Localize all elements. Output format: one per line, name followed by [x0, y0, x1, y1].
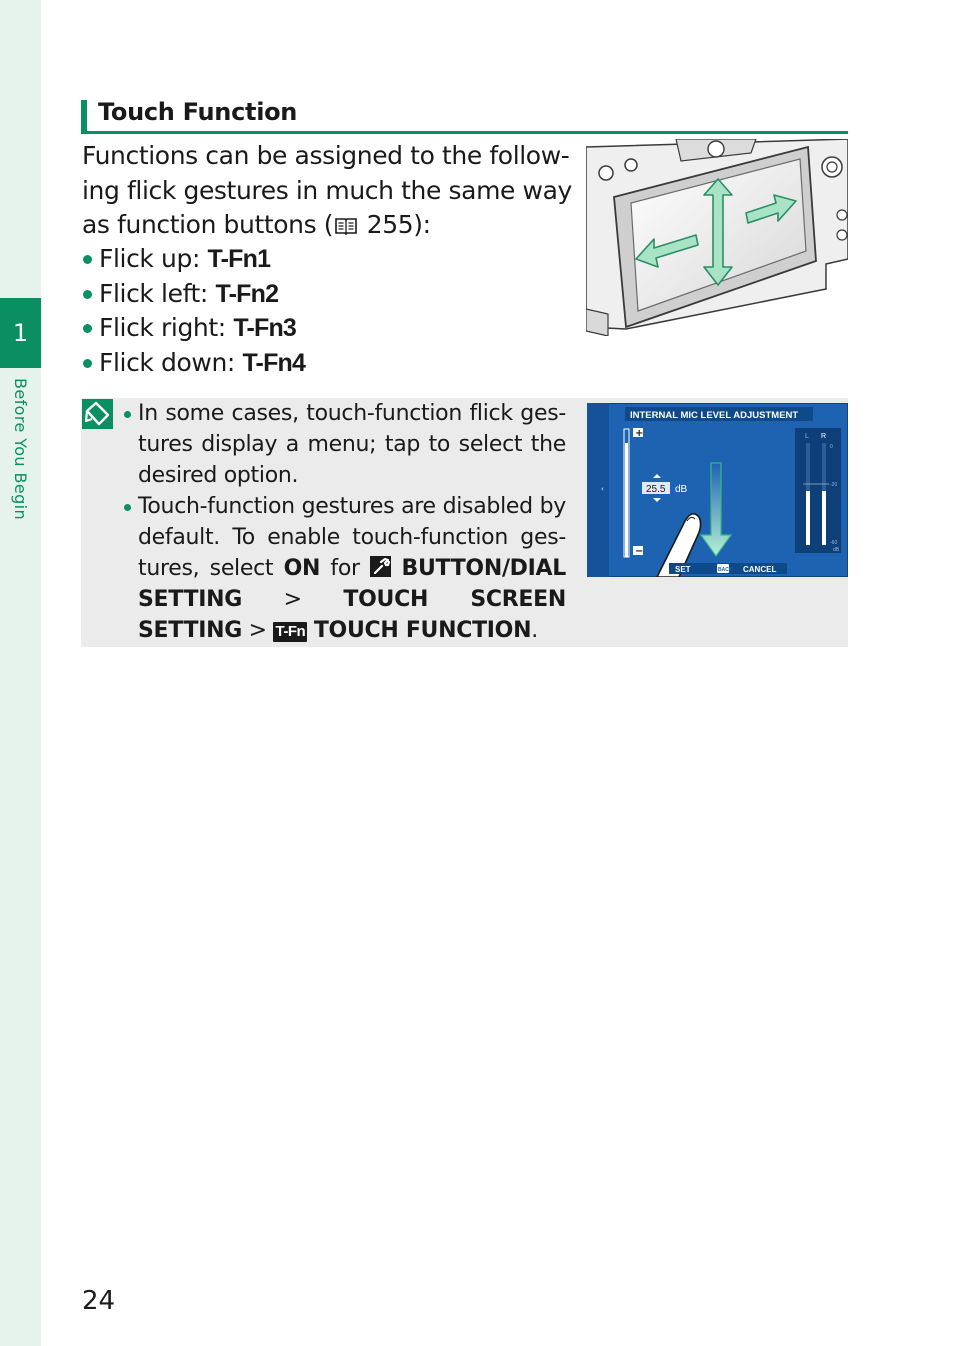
heading-accent-bar [81, 100, 87, 131]
bullet-icon [83, 324, 92, 333]
bullet-icon [124, 504, 131, 511]
cancel-label: CANCEL [743, 565, 777, 574]
flick-list [82, 242, 305, 380]
minus-icon: − [635, 546, 644, 557]
list-item [82, 311, 305, 346]
back-button-icon: BACK [718, 567, 733, 573]
bullet-icon [83, 290, 92, 299]
screen-title: INTERNAL MIC LEVEL ADJUSTMENT [630, 410, 799, 421]
page-number: 24 [82, 1286, 116, 1316]
list-item [82, 242, 305, 277]
flick-function: T-Fn4 [242, 348, 306, 377]
section-heading [81, 98, 848, 134]
left-chevron-icon: ‹ [601, 485, 604, 493]
menu-separator: > [241, 618, 274, 643]
note-box [81, 398, 848, 647]
menu-button-dial-setting: BUTTON/DIAL SETTING [138, 556, 566, 612]
tfn-icon: T-Fn [275, 623, 306, 640]
list-item [82, 346, 305, 381]
bullet-icon [124, 411, 131, 418]
meter-right-label: R [821, 433, 827, 440]
list-item [82, 277, 305, 312]
chapter-label-text: Before You Begin [11, 378, 30, 521]
level-value: 25.5 [646, 484, 666, 495]
list-item [121, 398, 566, 491]
menu-touch-screen-setting: TOUCH SCREEN SETTING [138, 587, 566, 643]
note-end: . [531, 618, 538, 643]
note-for: for [320, 556, 371, 581]
camera-flick-illustration [586, 139, 848, 336]
chapter-number: 1 [12, 319, 29, 347]
mic-level-screen-illustration [587, 403, 848, 577]
note-pencil-icon [82, 399, 113, 429]
meter-tick-20: -20 [830, 482, 838, 488]
bullet-icon [83, 359, 92, 368]
menu-touch-function: TOUCH FUNCTION [313, 618, 532, 643]
intro-text: Functions can be assigned to the follow-ing flick gestures in much the same way as function buttons ( [82, 141, 572, 239]
meter-left-label: L [805, 433, 809, 440]
meter-unit: dB [833, 547, 840, 553]
flick-label: Flick up: [99, 244, 208, 273]
bullet-icon [83, 255, 92, 264]
chapter-tab [0, 298, 41, 368]
note-text-2: Touch-function gestures are disabled by default. To enable touch-function ges-tures, select [138, 494, 566, 581]
book-icon [333, 208, 359, 243]
flick-function: T-Fn1 [207, 245, 271, 273]
meter-tick-60: -60 [830, 540, 838, 546]
flick-label: Flick right: [99, 313, 234, 342]
intro-paragraph [82, 139, 574, 243]
note-list [121, 398, 566, 646]
wrench-icon [370, 556, 391, 577]
list-item [121, 491, 566, 646]
note-text-1: In some cases, touch-function flick ges-tures display a menu; tap to select the desired option. [138, 401, 566, 488]
side-strip [0, 0, 41, 1346]
flick-function: T-Fn2 [215, 279, 279, 308]
intro-page-ref: 255): [359, 210, 431, 239]
flick-function: T-Fn3 [233, 314, 297, 342]
flick-label: Flick left: [99, 278, 216, 308]
flick-label: Flick down: [99, 347, 243, 377]
section-title: Touch Function [98, 98, 298, 126]
set-label: SET [675, 565, 691, 574]
plus-icon: + [635, 428, 644, 439]
level-unit: dB [675, 484, 688, 495]
menu-separator: > [241, 587, 344, 612]
meter-tick-0: 0 [830, 444, 833, 450]
option-on: ON [283, 556, 321, 581]
